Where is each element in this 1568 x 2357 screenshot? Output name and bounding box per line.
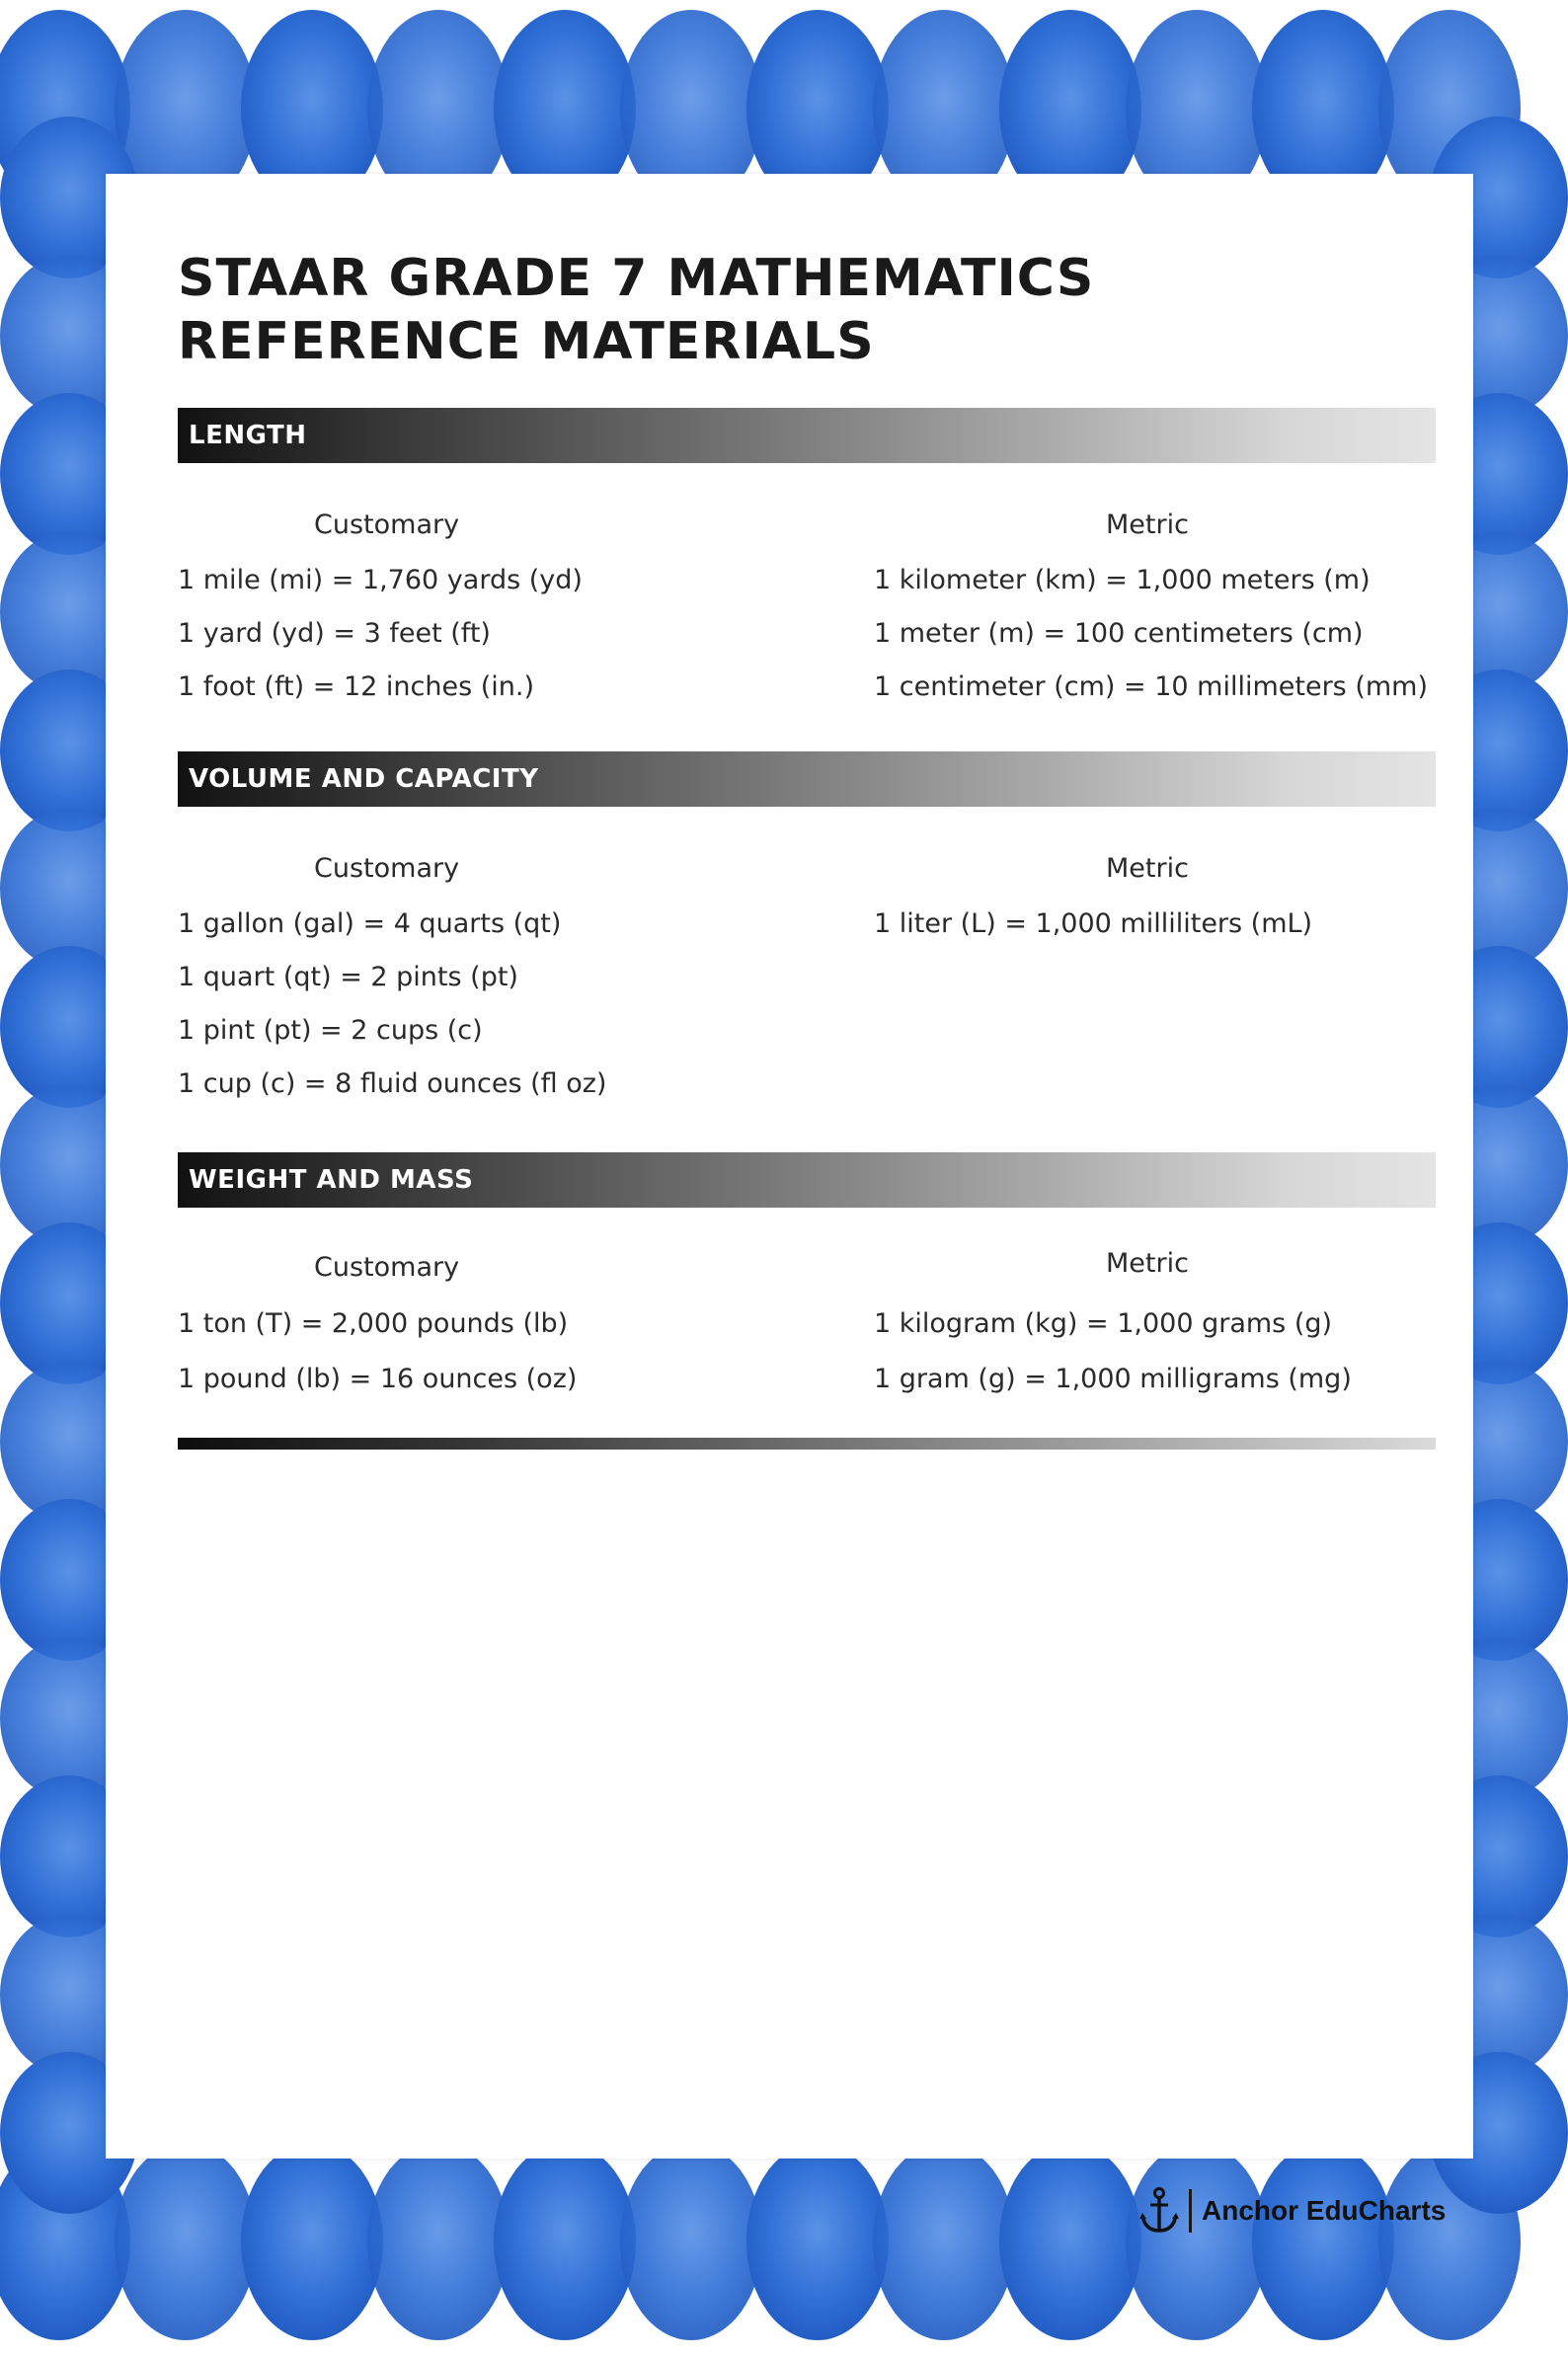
list-item: 1 pint (pt) = 2 cups (c): [178, 1015, 483, 1046]
page-title: [178, 247, 1094, 373]
list-item: 1 gram (g) = 1,000 milligrams (mg): [874, 1364, 1352, 1394]
list-item: 1 kilometer (km) = 1,000 meters (m): [874, 565, 1371, 595]
frame-scallop: [1126, 2143, 1268, 2340]
section-title-length: LENGTH: [189, 421, 307, 450]
frame-scallop: [494, 2143, 636, 2340]
frame-scallop: [367, 2143, 510, 2340]
section-title-weight: WEIGHT AND MASS: [189, 1165, 474, 1195]
section-header-volume: [178, 751, 1436, 807]
frame-scallop: [1252, 2143, 1394, 2340]
volume-metric-list: [874, 898, 1312, 951]
list-item: 1 ton (T) = 2,000 pounds (lb): [178, 1308, 569, 1339]
length-customary-label: Customary: [314, 510, 460, 540]
brand-name: Anchor EduCharts: [1202, 2195, 1447, 2226]
frame-scallop: [115, 2143, 257, 2340]
weight-customary-list: [178, 1297, 577, 1408]
list-item: 1 liter (L) = 1,000 milliliters (mL): [874, 908, 1313, 939]
list-item: 1 yard (yd) = 3 feet (ft): [178, 618, 491, 649]
weight-metric-label: Metric: [1106, 1248, 1189, 1279]
frame-scallop: [999, 2143, 1141, 2340]
list-item: 1 quart (qt) = 2 pints (pt): [178, 962, 518, 992]
list-item: 1 centimeter (cm) = 10 millimeters (mm): [874, 671, 1428, 702]
page-title-line-2: REFERENCE MATERIALS: [178, 312, 875, 371]
section-header-length: [178, 408, 1436, 463]
frame-scallop: [873, 2143, 1015, 2340]
brand-logo: [1137, 2186, 1446, 2236]
logo-divider: [1189, 2189, 1192, 2233]
section-header-weight: [178, 1152, 1436, 1208]
length-metric-label: Metric: [1106, 510, 1189, 540]
volume-customary-list: [178, 898, 606, 1111]
list-item: 1 kilogram (kg) = 1,000 grams (g): [874, 1308, 1333, 1339]
list-item: 1 gallon (gal) = 4 quarts (qt): [178, 908, 562, 939]
volume-metric-label: Metric: [1106, 853, 1189, 884]
length-customary-list: [178, 554, 583, 714]
weight-customary-label: Customary: [314, 1252, 460, 1283]
length-metric-list: [874, 554, 1428, 714]
anchor-icon: [1137, 2186, 1181, 2236]
volume-customary-label: Customary: [314, 853, 460, 884]
frame-scallop: [620, 2143, 762, 2340]
list-item: 1 cup (c) = 8 fluid ounces (fl oz): [178, 1068, 607, 1099]
list-item: 1 mile (mi) = 1,760 yards (yd): [178, 565, 583, 595]
frame-scallop: [746, 2143, 889, 2340]
frame-scallop: [241, 2143, 383, 2340]
list-item: 1 meter (m) = 100 centimeters (cm): [874, 618, 1364, 649]
list-item: 1 foot (ft) = 12 inches (in.): [178, 671, 534, 702]
page-title-line-1: STAAR GRADE 7 MATHEMATICS: [178, 249, 1095, 308]
list-item: 1 pound (lb) = 16 ounces (oz): [178, 1364, 578, 1394]
bottom-rule: [178, 1438, 1436, 1450]
section-title-volume: VOLUME AND CAPACITY: [189, 764, 539, 794]
weight-metric-list: [874, 1297, 1352, 1408]
